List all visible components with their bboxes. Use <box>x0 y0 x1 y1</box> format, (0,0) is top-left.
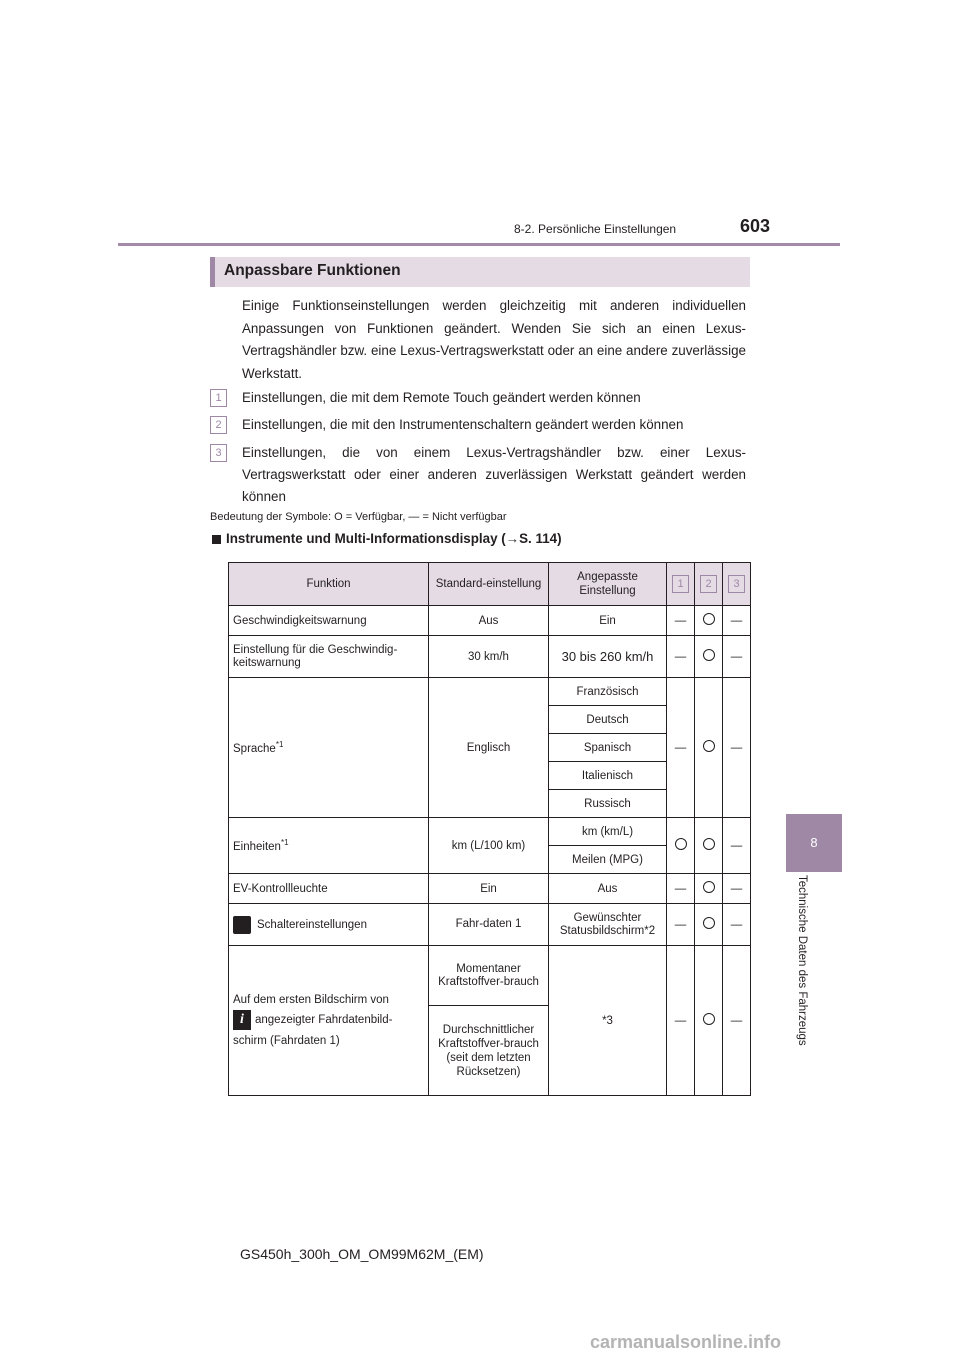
cell-standard: Durchschnittlicher Kraftstoffver-brauch (seit dem letzten Rücksetzen) <box>429 1006 549 1096</box>
table-row <box>229 946 751 1006</box>
header-divider <box>118 243 840 246</box>
cell-2 <box>695 678 723 818</box>
cell-funktion-text: Einheiten <box>233 840 281 853</box>
cell-option: Spanisch <box>549 734 667 762</box>
available-circle-icon <box>703 917 715 929</box>
cell-2 <box>695 818 723 874</box>
cell-standard: 30 km/h <box>429 636 549 678</box>
col-header-3 <box>723 563 751 606</box>
available-circle-icon <box>703 613 715 625</box>
cell-1 <box>667 818 695 874</box>
chapter-label <box>792 875 812 1065</box>
number-badge: 3 <box>728 575 745 593</box>
available-circle-icon <box>675 838 687 850</box>
table-row <box>229 874 751 904</box>
cell-1: — <box>667 946 695 1096</box>
cell-option: Italienisch <box>549 762 667 790</box>
cell-funktion <box>229 904 429 946</box>
cell-3: — <box>723 818 751 874</box>
cell-2 <box>695 946 723 1096</box>
cell-3: — <box>723 904 751 946</box>
cell-standard: Englisch <box>429 678 549 818</box>
cell-angepasst: *3 <box>549 946 667 1096</box>
settings-table <box>228 562 751 1096</box>
table-header-row <box>229 563 751 606</box>
cell-3: — <box>723 874 751 904</box>
table-row <box>229 818 751 846</box>
page-number: 603 <box>740 216 771 236</box>
cell-option: Deutsch <box>549 706 667 734</box>
switch-settings-icon <box>233 916 251 934</box>
cell-1: — <box>667 636 695 678</box>
cell-angepasst: Ein <box>549 606 667 636</box>
col-header-funktion: Funktion <box>229 563 429 606</box>
cell-3: — <box>723 636 751 678</box>
cell-angepasst: Gewünschter Statusbildschirm*2 <box>549 904 667 946</box>
cell-funktion <box>229 818 429 874</box>
cell-2 <box>695 904 723 946</box>
col-header-standard: Standard-einstellung <box>429 563 549 606</box>
number-badge: 1 <box>672 575 689 593</box>
cell-funktion: Einstellung für die Geschwindig-keitswarnung <box>229 636 429 678</box>
cell-2 <box>695 636 723 678</box>
cell-option: km (km/L) <box>549 818 667 846</box>
cell-1: — <box>667 874 695 904</box>
footnote-marker: *1 <box>280 838 289 848</box>
number-badge: 2 <box>700 575 717 593</box>
cell-option: Russisch <box>549 790 667 818</box>
info-icon: i <box>233 1010 251 1030</box>
col-header-angepasst: Angepasste Einstellung <box>549 563 667 606</box>
document-footer: GS450h_300h_OM_OM99M62M_(EM) <box>240 1246 484 1262</box>
list-item-text: Einstellungen, die von einem Lexus-Vertragshändler bzw. einer Lexus-Vertragswerkstatt oder einer anderen zuverlässigen Werkstatt geändert werden können <box>242 445 746 504</box>
cell-funktion: EV-Kontrollleuchte <box>229 874 429 904</box>
number-badge: 2 <box>210 416 227 434</box>
col-header-1 <box>667 563 695 606</box>
sub-heading: Instrumente und Multi-Informationsdisplay (→S. 114) <box>226 531 562 546</box>
cell-funktion-text: Auf dem ersten Bildschirm von <box>233 994 389 1007</box>
table-row <box>229 904 751 946</box>
watermark: carmanualsonline.info <box>590 1332 782 1352</box>
cell-funktion <box>229 678 429 818</box>
cell-1: — <box>667 678 695 818</box>
section-title: 8-2. Persönliche Einstellungen <box>514 222 677 236</box>
available-circle-icon <box>703 881 715 893</box>
cell-1: — <box>667 904 695 946</box>
cell-standard: Aus <box>429 606 549 636</box>
footnote-marker: *1 <box>275 740 284 750</box>
list-item-text: Einstellungen, die mit den Instrumentenschaltern geändert werden können <box>242 417 684 432</box>
list-item-text: Einstellungen, die mit dem Remote Touch geändert werden können <box>242 390 641 405</box>
table-row <box>229 606 751 636</box>
chapter-tab[interactable]: 8 <box>786 814 842 872</box>
available-circle-icon <box>703 838 715 850</box>
cell-funktion-text: Schaltereinstellungen <box>257 918 367 931</box>
square-bullet-icon <box>212 535 221 544</box>
cell-funktion <box>229 946 429 1096</box>
cell-3: — <box>723 946 751 1096</box>
number-badge: 3 <box>210 444 227 462</box>
number-badge: 1 <box>210 389 227 407</box>
symbol-legend: Bedeutung der Symbole: O = Verfügbar, — = Nicht verfügbar <box>210 511 507 523</box>
cell-option: Französisch <box>549 678 667 706</box>
cell-standard: km (L/100 km) <box>429 818 549 874</box>
section-heading <box>210 257 750 287</box>
cell-option: Meilen (MPG) <box>549 846 667 874</box>
cell-2 <box>695 874 723 904</box>
table-row <box>229 636 751 678</box>
chapter-label-text: Technische Daten des Fahrzeugs <box>796 875 808 1046</box>
cell-1: — <box>667 606 695 636</box>
cell-angepasst: 30 bis 260 km/h <box>549 636 667 678</box>
available-circle-icon <box>703 1013 715 1025</box>
cell-funktion-text: angezeigter Fahrdatenbild-schirm (Fahrdaten 1) <box>233 1014 393 1047</box>
cell-standard: Fahr-daten 1 <box>429 904 549 946</box>
section-heading-text: Anpassbare Funktionen <box>224 262 401 279</box>
available-circle-icon <box>703 649 715 661</box>
col-header-2 <box>695 563 723 606</box>
cell-funktion-text: Sprache <box>233 742 276 755</box>
cell-2 <box>695 606 723 636</box>
cell-standard: Ein <box>429 874 549 904</box>
cell-3: — <box>723 678 751 818</box>
cell-funktion: Geschwindigkeitswarnung <box>229 606 429 636</box>
intro-paragraph: Einige Funktionseinstellungen werden gleichzeitig mit anderen individuellen Anpassungen von Funktionen geändert. Wenden Sie sich an einen Lexus-Vertragshändler bzw. eine Lexus-Vertragswerkstatt oder an eine andere zuverlässige Werkstatt. <box>242 298 746 381</box>
available-circle-icon <box>703 740 715 752</box>
cell-standard: Momentaner Kraftstoffver-brauch <box>429 946 549 1006</box>
cell-angepasst: Aus <box>549 874 667 904</box>
cell-3: — <box>723 606 751 636</box>
table-row <box>229 678 751 706</box>
